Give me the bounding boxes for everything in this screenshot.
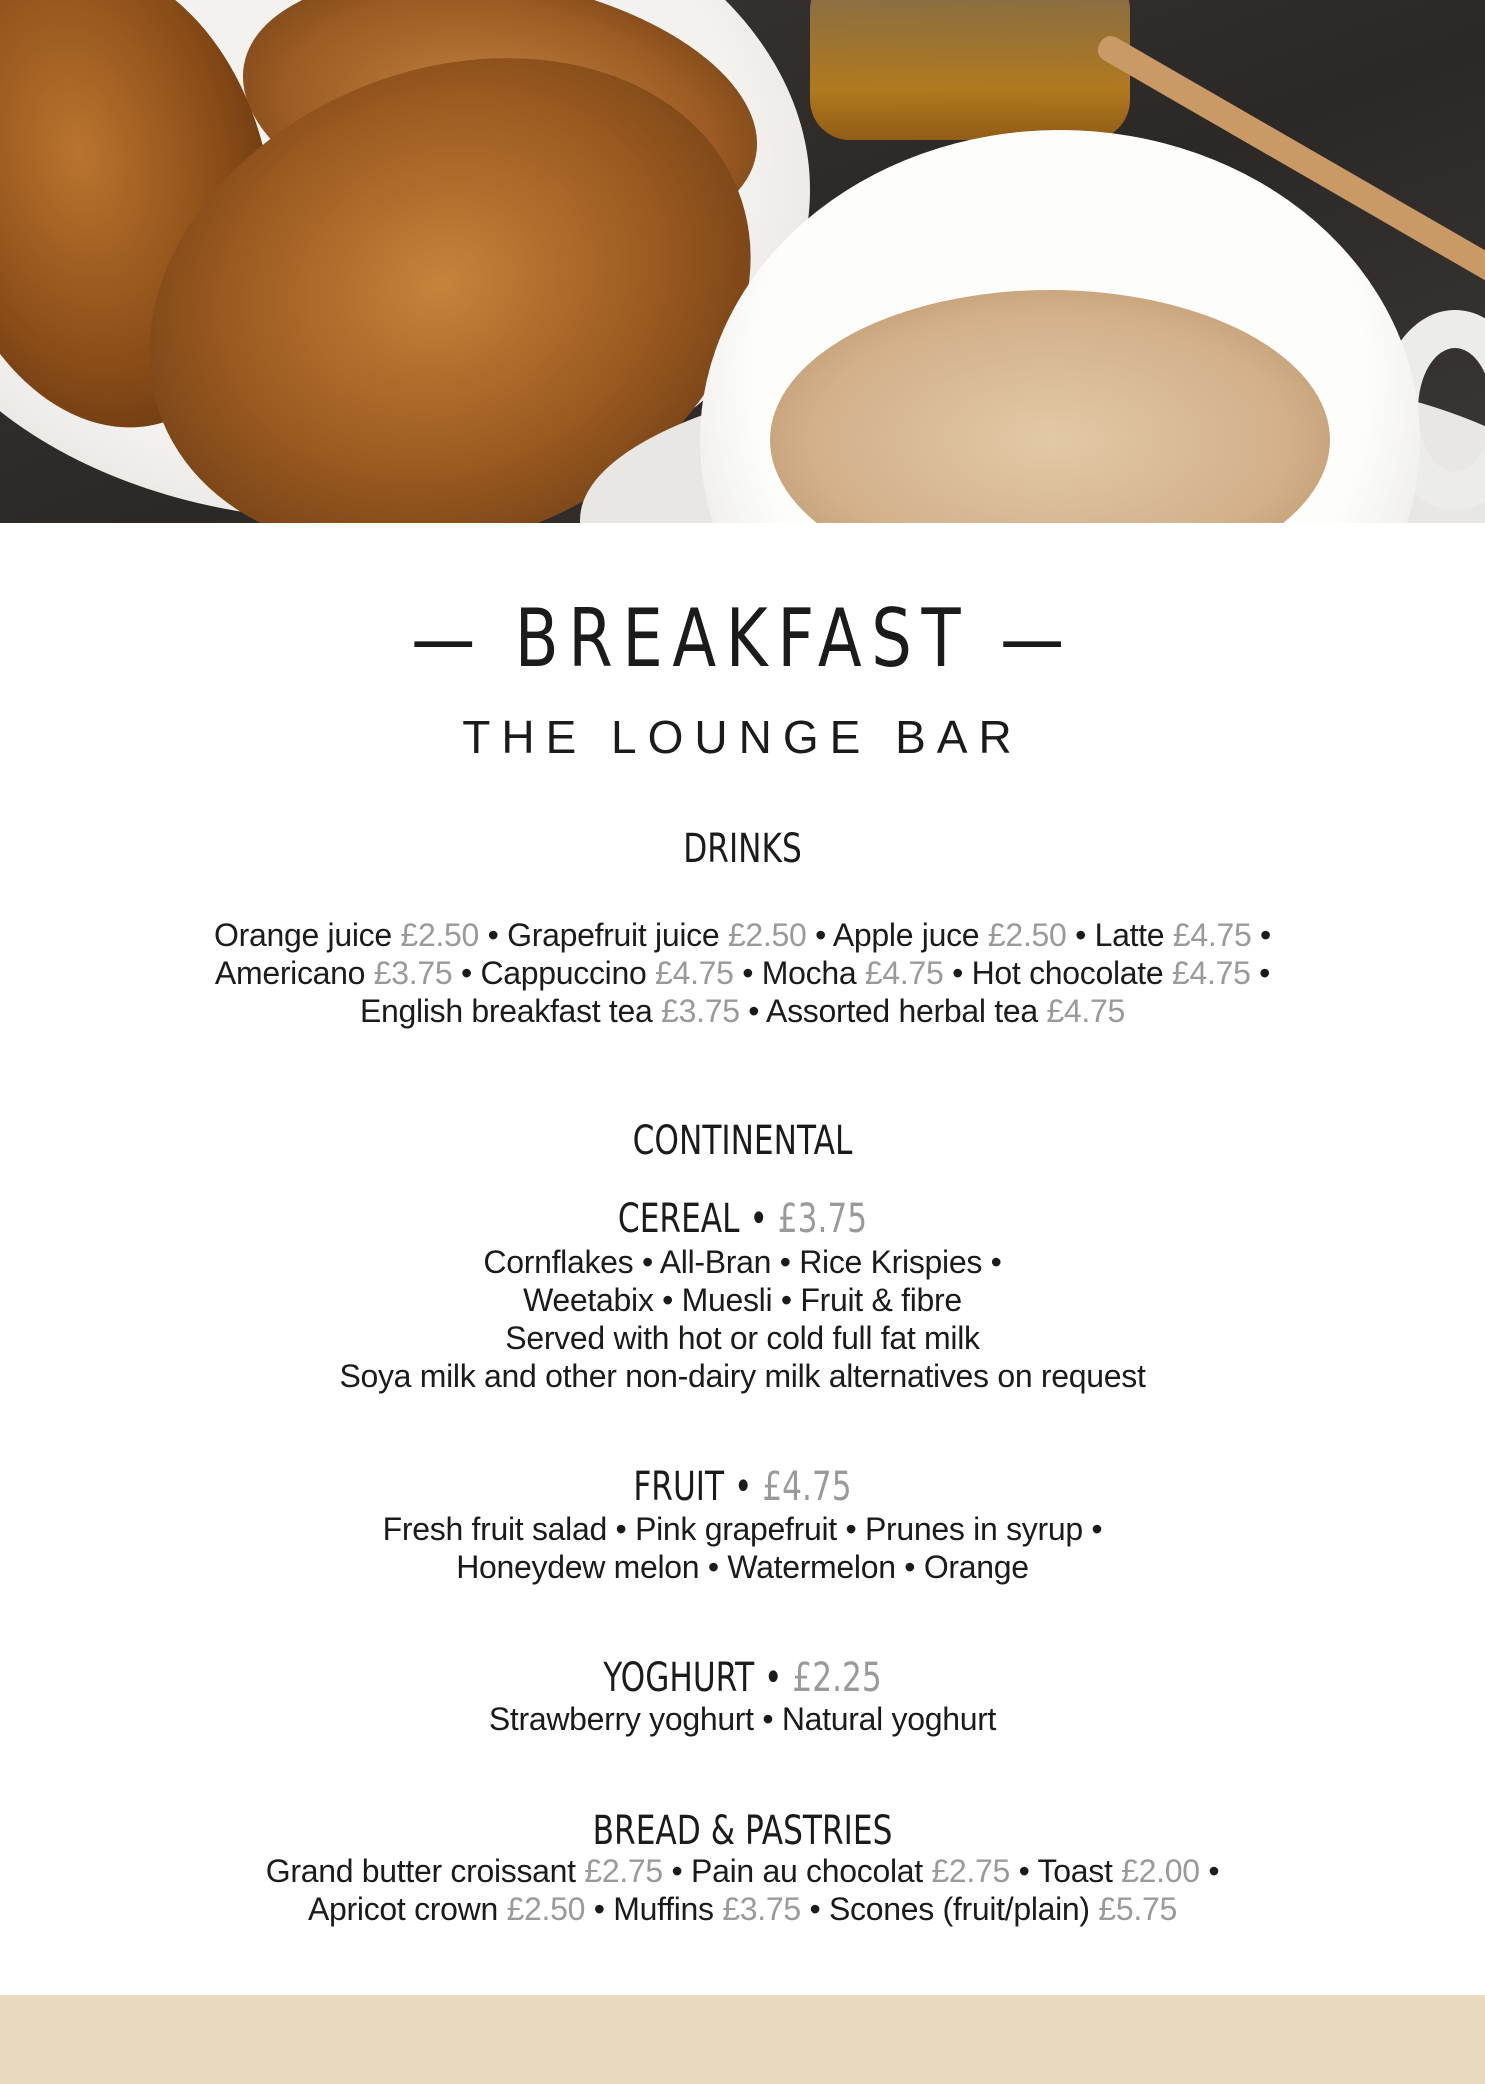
section-title: BREAD & PASTRIES (592, 1808, 893, 1854)
section-title: YOGHURT (603, 1655, 755, 1701)
menu-item: Fresh fruit salad (382, 1511, 607, 1547)
menu-item: Natural yoghurt (781, 1701, 997, 1737)
menu-item: Orange (923, 1549, 1029, 1585)
item-price: £4.75 (1171, 955, 1251, 991)
menu-line (0, 1358, 1485, 1395)
item-price: £4.75 (864, 955, 944, 991)
menu-item: English breakfast tea (359, 993, 653, 1029)
honey-jar (810, 0, 1130, 140)
menu-item: Assorted herbal tea (766, 993, 1038, 1029)
menu-item: Prunes in syrup (865, 1511, 1083, 1547)
section-price: £3.75 (777, 1196, 868, 1242)
section-title: DRINKS (683, 826, 802, 872)
menu-item: Grapefruit juice (507, 917, 720, 953)
section-heading: CEREAL • £3.75 (617, 1196, 868, 1242)
item-price: £4.75 (1046, 993, 1126, 1029)
section-heading (163, 826, 1321, 872)
menu-item: Apricot crown (308, 1891, 498, 1927)
menu-line: Grand butter croissant £2.75 • Pain au chocolat £2.75 • Toast £2.00 • (265, 1853, 1220, 1889)
menu-item: Served with hot or cold full fat milk (505, 1320, 980, 1356)
menu-line: Americano £3.75 • Cappuccino £4.75 • Mocha £4.75 • Hot chocolate £4.75 • (214, 955, 1271, 991)
item-price: £2.75 (931, 1853, 1011, 1889)
item-price: £2.50 (400, 917, 480, 953)
menu-item: Muffins (613, 1891, 714, 1927)
hero-photo-croissants-coffee (0, 0, 1485, 523)
section-price: £4.75 (762, 1464, 852, 1510)
menu-line: Honeydew melon • Watermelon • Orange (456, 1549, 1029, 1585)
menu-item: Cornflakes (483, 1244, 634, 1280)
section-heading: YOGHURT • £2.25 (603, 1655, 882, 1701)
menu-item: Weetabix (523, 1282, 654, 1318)
menu-line: English breakfast tea £3.75 • Assorted herbal tea £4.75 (359, 993, 1126, 1029)
menu-item: All-Bran (659, 1244, 772, 1280)
item-price: £2.50 (987, 917, 1067, 953)
item-price: £5.75 (1098, 1891, 1177, 1927)
menu-item: Honeydew melon (456, 1549, 700, 1585)
menu-line: Weetabix • Muesli • Fruit & fibre (523, 1282, 962, 1318)
item-price: £3.75 (373, 955, 453, 991)
section-heading: FRUIT • £4.75 (633, 1464, 852, 1510)
menu-item: Latte (1094, 917, 1165, 953)
menu-item: Pain au chocolat (691, 1853, 923, 1889)
menu-item: Strawberry yoghurt (488, 1701, 754, 1737)
item-price: £2.00 (1121, 1853, 1200, 1889)
menu-item: Mocha (761, 955, 857, 991)
section-title: FRUIT (633, 1464, 725, 1510)
menu-item: Pink grapefruit (635, 1511, 837, 1547)
item-price: £4.75 (1172, 917, 1252, 953)
footer-band (0, 1995, 1485, 2084)
item-price: £2.50 (727, 917, 807, 953)
menu-line: Apricot crown £2.50 • Muffins £3.75 • Scones (fruit/plain) £5.75 (308, 1891, 1177, 1927)
menu-item: Soya milk and other non-dairy milk alternatives on request (339, 1358, 1146, 1394)
menu-item: Fruit & fibre (800, 1282, 962, 1318)
menu-item: Grand butter croissant (265, 1853, 576, 1889)
menu-item: Toast (1037, 1853, 1113, 1889)
section-title: CONTINENTAL (632, 1118, 853, 1164)
item-price: £4.75 (655, 955, 734, 991)
menu-line: Orange juice £2.50 • Grapefruit juice £2.50 • Apple juce £2.50 • Latte £4.75 • (214, 917, 1271, 953)
menu-item: Americano (214, 955, 366, 991)
section-heading (163, 1118, 1321, 1164)
item-price: £2.75 (584, 1853, 663, 1889)
item-price: £3.75 (661, 993, 740, 1029)
menu-item: Orange juice (214, 917, 392, 953)
menu-line: Fresh fruit salad • Pink grapefruit • Prunes in syrup • (382, 1511, 1103, 1547)
menu-line: Strawberry yoghurt • Natural yoghurt (488, 1701, 997, 1737)
menu-line (0, 1320, 1485, 1357)
menu-item: Cappuccino (480, 955, 647, 991)
item-price: £3.75 (722, 1891, 801, 1927)
menu-subtitle: THE LOUNGE BAR (462, 711, 1023, 763)
menu-item: Scones (fruit/plain) (829, 1891, 1090, 1927)
section-heading (163, 1808, 1321, 1854)
menu-item: Rice Krispies (799, 1244, 983, 1280)
menu-item: Apple juce (832, 917, 980, 953)
section-title: CEREAL (617, 1196, 740, 1242)
section-price: £2.25 (792, 1655, 882, 1701)
menu-item: Hot chocolate (971, 955, 1164, 991)
menu-line: Cornflakes • All-Bran • Rice Krispies • (483, 1244, 1002, 1280)
item-price: £2.50 (506, 1891, 586, 1927)
menu-title: — BREAKFAST — (411, 592, 1074, 685)
menu-item: Muesli (681, 1282, 773, 1318)
menu-item: Watermelon (727, 1549, 896, 1585)
